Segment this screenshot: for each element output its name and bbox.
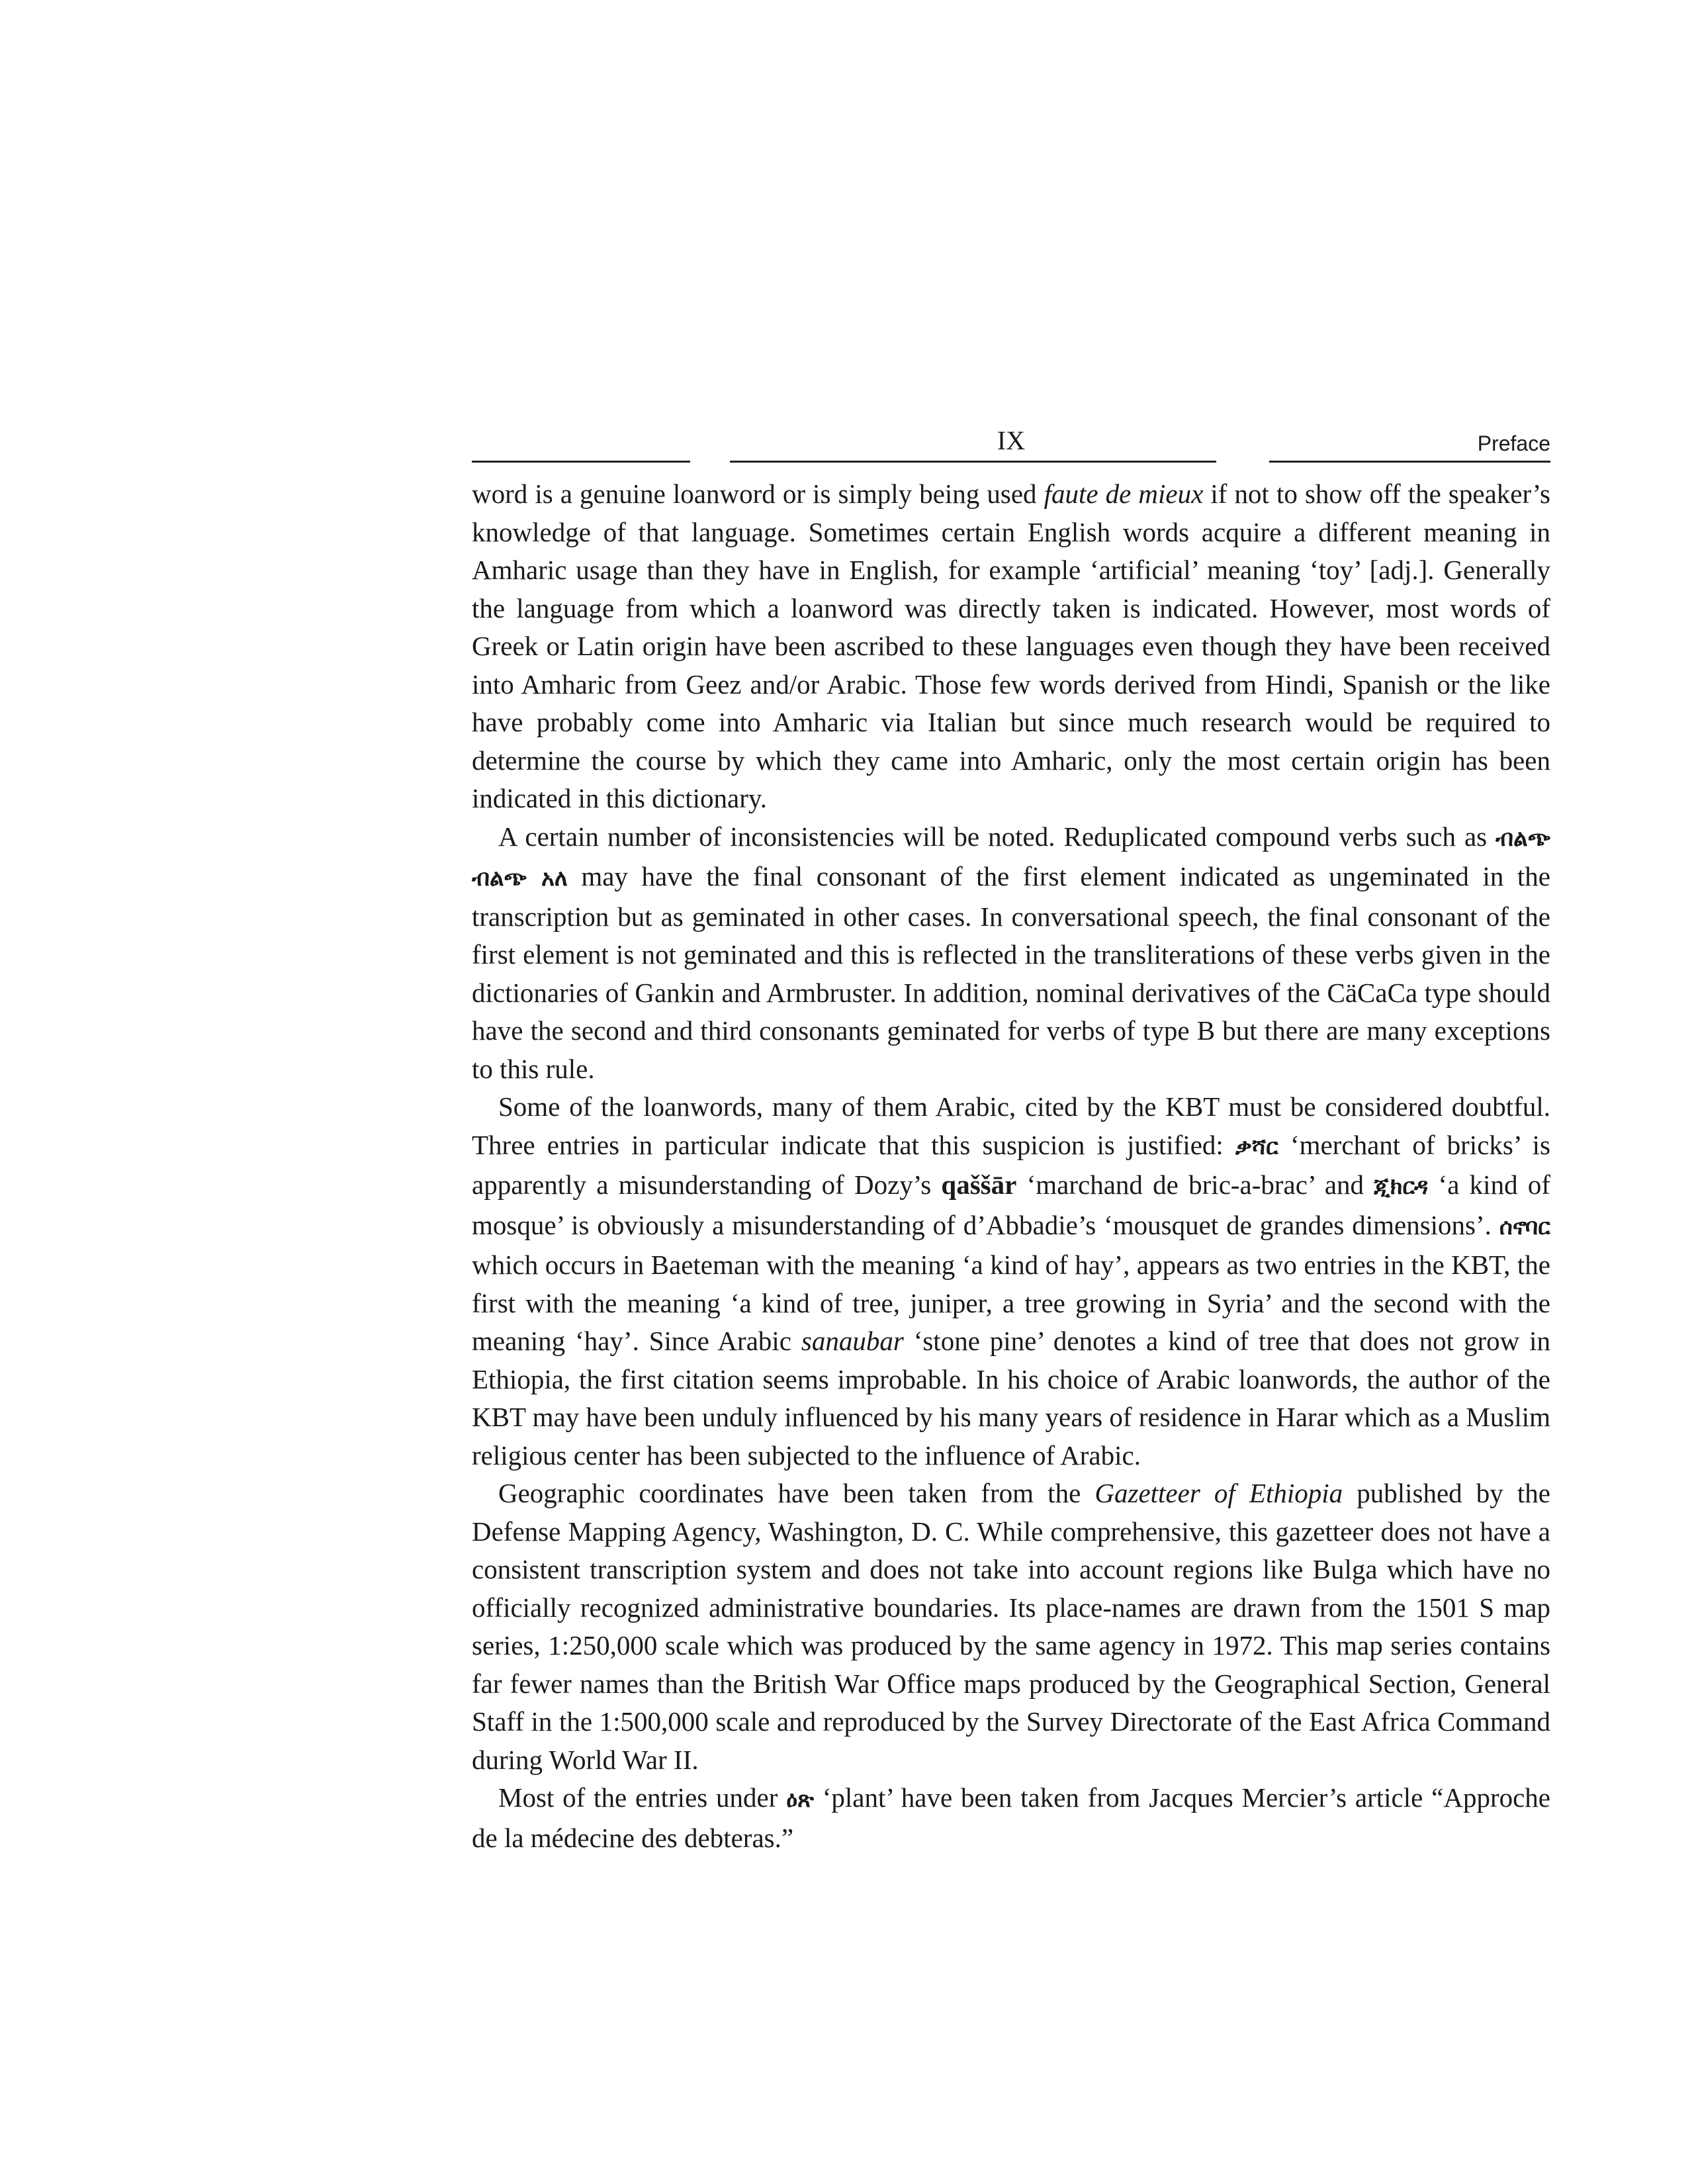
amharic-term: ጂክርዳ: [1374, 1173, 1429, 1200]
text-run: if not to show off the speaker’s knowledge of that language. Sometimes certain English words acquire a different meaning in Amharic usage than they have in English, for example ‘artificial’ meaning ‘toy’ [adj.]. Generally the language from which a loanword was directly taken is indicated. However, most words of Greek or Latin origin have been ascribed to these languages even though they have been received into Amharic from Geez and/or Arabic. Those few words derived from Hindi, Spanish or the like have probably come into Amharic via Italian but since much research would be required to determine the course by which they came into Amharic, only the most certain origin has been indicated in this dictionary.: [472, 478, 1550, 813]
text-run: A certain number of inconsistencies will be noted. Reduplicated compound verbs such as: [498, 821, 1496, 852]
page-number: IX: [997, 426, 1026, 455]
text-run: which occurs in Baeteman with the meaning ‘a kind of hay’, appears as two entries in the KBT, the first with the meaning ‘a kind of tree, juniper, a tree growing in Syria’ and the second with the meaning ‘hay’. Since Arabic: [472, 1250, 1550, 1356]
bold-term: qaššār: [941, 1169, 1017, 1200]
paragraph-5: [472, 1779, 1550, 1857]
text-run: ‘marchand de bric-a-brac’ and: [1016, 1169, 1374, 1200]
body-text: [472, 475, 1550, 1857]
amharic-term: ሰኖባር: [1499, 1213, 1550, 1240]
text-run: published by the Defense Mapping Agency, Washington, D. C. While comprehensive, this gazetteer does not have a consistent transcription system and does not take into account regions like Bulga which have no officially recognized administrative boundaries. Its place-names are drawn from the 1501 S map series, 1:250,000 scale which was produced by the same agency in 1972. This map series contains far fewer names than the British War Office maps produced by the Geographical Section, General Staff in the 1:500,000 scale and reproduced by the Survey Directorate of the East Africa Command during World War II.: [472, 1478, 1550, 1775]
header-rule-gap: [1216, 459, 1269, 464]
paragraph-4: [472, 1475, 1550, 1779]
italic-title: Gazetteer of Ethiopia: [1094, 1478, 1343, 1508]
amharic-term: ብልጭ ብልጭ አለ: [472, 825, 1550, 891]
text-run: word is a genuine loanword or is simply being used: [472, 478, 1044, 509]
paragraph-1: [472, 475, 1550, 818]
italic-term: sanaubar: [801, 1326, 904, 1356]
amharic-term: ቃሻር: [1235, 1133, 1278, 1160]
text-run: ‘stone pine’ denotes a kind of tree that does not grow in Ethiopia, the first citation seems improbable. In his choice of Arabic loanwords, the author of the KBT may have been unduly influenced by his many years of residence in Harar which as a Muslim religious center has been subjected to the influence of Arabic.: [472, 1326, 1550, 1471]
page-header: [472, 410, 1550, 463]
paragraph-3: [472, 1088, 1550, 1475]
text-run: ‘merchant of bricks’ is apparently a misunderstanding of Dozy’s: [472, 1129, 1550, 1200]
text-run: Most of the entries under: [498, 1782, 787, 1813]
text-run: may have the final consonant of the first element indicated as ungeminated in the transcription but as geminated in other cases. In conversational speech, the final consonant of the first element is not geminated and this is reflected in the transliterations of these verbs given in the dictionaries of Gankin and Armbruster. In addition, nominal derivatives of the CäCaCa type should have the second and third consonants geminated for verbs of type B but there are many exceptions to this rule.: [472, 861, 1550, 1084]
running-title: Preface: [1477, 432, 1550, 455]
amharic-term: ዕጽ: [786, 1786, 814, 1813]
italic-phrase: faute de mieux: [1044, 478, 1204, 509]
text-run: Some of the loanwords, many of them Arabic, cited by the KBT must be considered doubtful. Three entries in particular indicate that this suspicion is justified:: [472, 1091, 1550, 1160]
text-run: ‘plant’ have been taken from Jacques Mercier’s article “Approche de la médecine des debteras.”: [472, 1782, 1551, 1853]
header-rule: [472, 461, 1550, 463]
paragraph-2: [472, 818, 1550, 1089]
text-run: Geographic coordinates have been taken from the: [498, 1478, 1095, 1508]
header-rule-gap: [690, 459, 730, 464]
text-run: ‘a kind of mosque’ is obviously a misunderstanding of d’Abbadie’s ‘mousquet de grandes dimensions’.: [472, 1169, 1550, 1240]
